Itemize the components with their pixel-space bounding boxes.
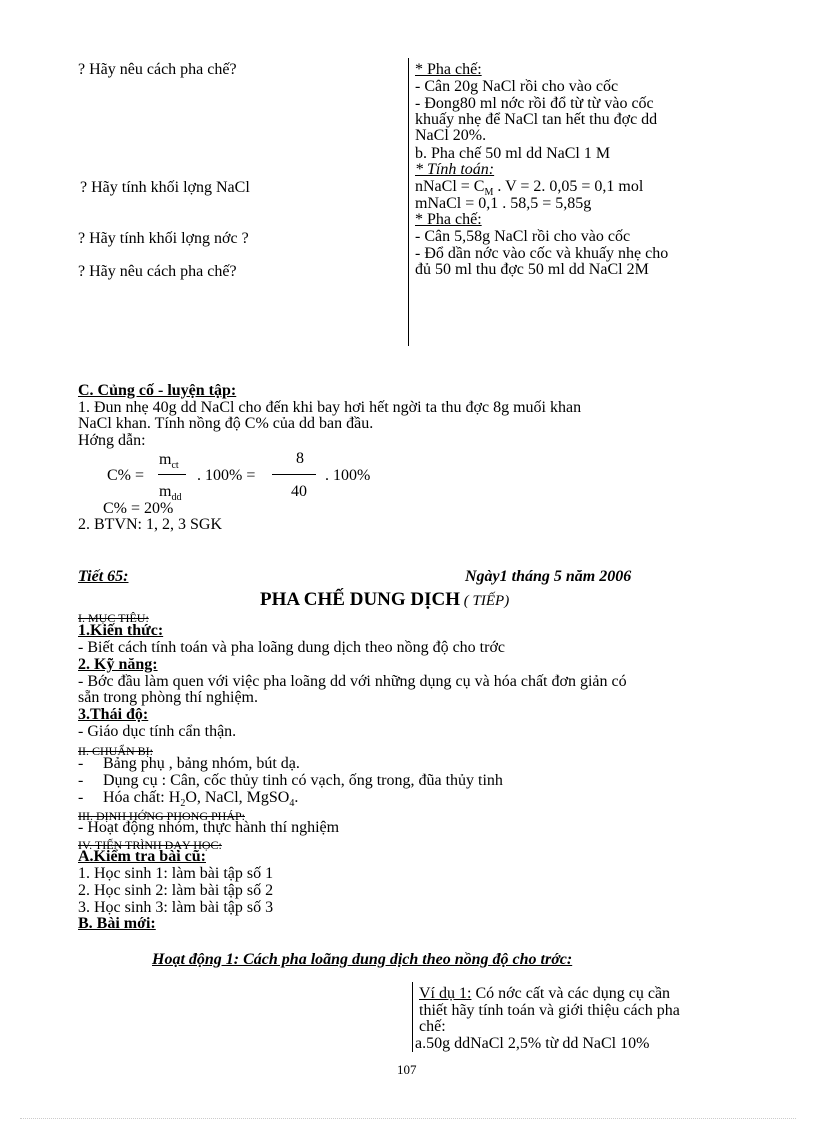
heading-dinh-huong: III. ĐỊNH HỚNG PHONG PHÁP: — [78, 809, 245, 823]
fraction-bar — [272, 474, 316, 475]
column-divider — [408, 58, 409, 346]
exercise-text: 1. Đun nhẹ 40g dd NaCl cho đến khi bay hơi hết ngời ta thu đợc 8g muối khan — [78, 399, 582, 416]
column-divider — [412, 982, 413, 1052]
formula-mid: . 100% = — [197, 467, 256, 484]
kiem-tra-item: 3. Học sinh 3: làm bài tập số 3 — [78, 899, 274, 916]
answer-line: - Đong80 ml nớc rồi đổ từ từ vào cốc — [415, 95, 654, 112]
answer-line: NaCl 20%. — [415, 127, 487, 144]
example-line: a.50g ddNaCl 2,5% từ dd NaCl 10% — [415, 1035, 650, 1052]
fraction-bar — [158, 474, 186, 475]
formula-numerator: $m_{ct}$ — [159, 451, 179, 472]
formula-numerator-2: 8 — [296, 450, 304, 467]
heading-ky-nang: 2. Kỹ năng: — [78, 656, 158, 673]
thai-do-text: - Giáo dục tính cẩn thận. — [78, 723, 237, 740]
question-2: ? Hãy tính khối lợng NaCl — [80, 179, 250, 196]
kien-thuc-text: - Biết cách tính toán và pha loãng dung dịch theo nồng độ cho trớc — [78, 639, 506, 656]
homework: 2. BTVN: 1, 2, 3 SGK — [78, 516, 223, 533]
kiem-tra-item: 1. Học sinh 1: làm bài tập số 1 — [78, 865, 274, 882]
page-number: 107 — [397, 1062, 417, 1077]
formula-denominator: $m_{dd}$ — [159, 483, 182, 504]
heading-bai-moi: B. Bài mới: — [78, 915, 156, 932]
question-4: ? Hãy nêu cách pha chế? — [78, 263, 237, 280]
formula-lhs: C% = — [107, 467, 145, 484]
section-heading-cung-co: C. Củng cố - luyện tập: — [78, 382, 237, 399]
chuan-bi-item: Dụng cụ : Cân, cốc thủy tinh có vạch, ống trong, đũa thủy tinh — [103, 772, 503, 789]
exercise-text: NaCl khan. Tính nồng độ C% của dd ban đầu. — [78, 415, 374, 432]
answer-heading-pha-che: * Pha chế: — [415, 211, 482, 228]
kiem-tra-item: 2. Học sinh 2: làm bài tập số 2 — [78, 882, 274, 899]
answer-heading-tinh-toan: * Tính toán: — [415, 161, 495, 178]
heading-tien-trinh: IV. TIẾN TRÌNH DẠY HỌC: — [78, 838, 222, 852]
example-line: thiết hãy tính toán và giới thiệu cách pha — [419, 1002, 680, 1019]
example-line: Ví dụ 1: Có nớc cất và các dụng cụ cần — [419, 985, 671, 1002]
answer-formula: nNaCl = $C_M$ . V = 2. 0,05 = 0,1 mol — [415, 178, 644, 199]
lesson-title: PHA CHẾ DUNG DỊCH ( TIẾP) — [260, 589, 510, 610]
answer-line: - Đổ dần nớc vào cốc và khuấy nhẹ cho — [415, 245, 669, 262]
answer-line: - Cân 20g NaCl rồi cho vào cốc — [415, 78, 619, 95]
question-1: ? Hãy nêu cách pha chế? — [78, 61, 237, 78]
formula-result: C% = 20% — [103, 500, 174, 517]
question-3: ? Hãy tính khối lợng nớc ? — [78, 230, 249, 247]
lesson-number: Tiết 65: — [78, 568, 129, 585]
example-line: chế: — [419, 1018, 446, 1035]
heading-thai-do: 3.Thái độ: — [78, 706, 149, 723]
ky-nang-text: - Bớc đầu làm quen với việc pha loãng dd với những dụng cụ và hóa chất đơn giản có — [78, 673, 627, 690]
ky-nang-text: sẵn trong phòng thí nghiệm. — [78, 689, 258, 706]
heading-chuan-bi: II. CHUẨN BỊ: — [78, 744, 153, 758]
bullet-dash: - — [78, 755, 84, 772]
guide-label: Hớng dẫn: — [78, 432, 146, 449]
chuan-bi-item: Bảng phụ , bảng nhóm, bút dạ. — [103, 755, 300, 772]
bullet-dash: - — [78, 789, 84, 806]
heading-kien-thuc: 1.Kiến thức: — [78, 622, 164, 639]
answer-line: mNaCl = 0,1 . 58,5 = 5,85g — [415, 195, 592, 212]
answer-line: đủ 50 ml thu đợc 50 ml dd NaCl 2M — [415, 261, 649, 278]
heading-muc-tieu: I. MỤC TIÊU: — [78, 611, 149, 625]
dinh-huong-text: - Hoạt động nhóm, thực hành thí nghiệm — [78, 819, 340, 836]
answer-line: khuấy nhẹ để NaCl tan hết thu đợc dd — [415, 111, 658, 128]
lesson-date: Ngày1 tháng 5 năm 2006 — [465, 568, 632, 585]
page-edge — [20, 1118, 796, 1119]
answer-line: b. Pha chế 50 ml dd NaCl 1 M — [415, 145, 611, 162]
formula-denominator-2: 40 — [291, 483, 307, 500]
heading-kiem-tra: A.Kiểm tra bài cũ: — [78, 848, 206, 865]
activity-heading: Hoạt động 1: Cách pha loãng dung dịch theo nồng độ cho trớc: — [152, 951, 573, 968]
formula-end: . 100% — [325, 467, 371, 484]
bullet-dash: - — [78, 772, 84, 789]
answer-line: - Cân 5,58g NaCl rồi cho vào cốc — [415, 228, 631, 245]
answer-heading-pha-che: * Pha chế: — [415, 61, 482, 78]
chuan-bi-item: Hóa chất: $H_2O$, NaCl, MgSO$_4$. — [103, 789, 299, 810]
